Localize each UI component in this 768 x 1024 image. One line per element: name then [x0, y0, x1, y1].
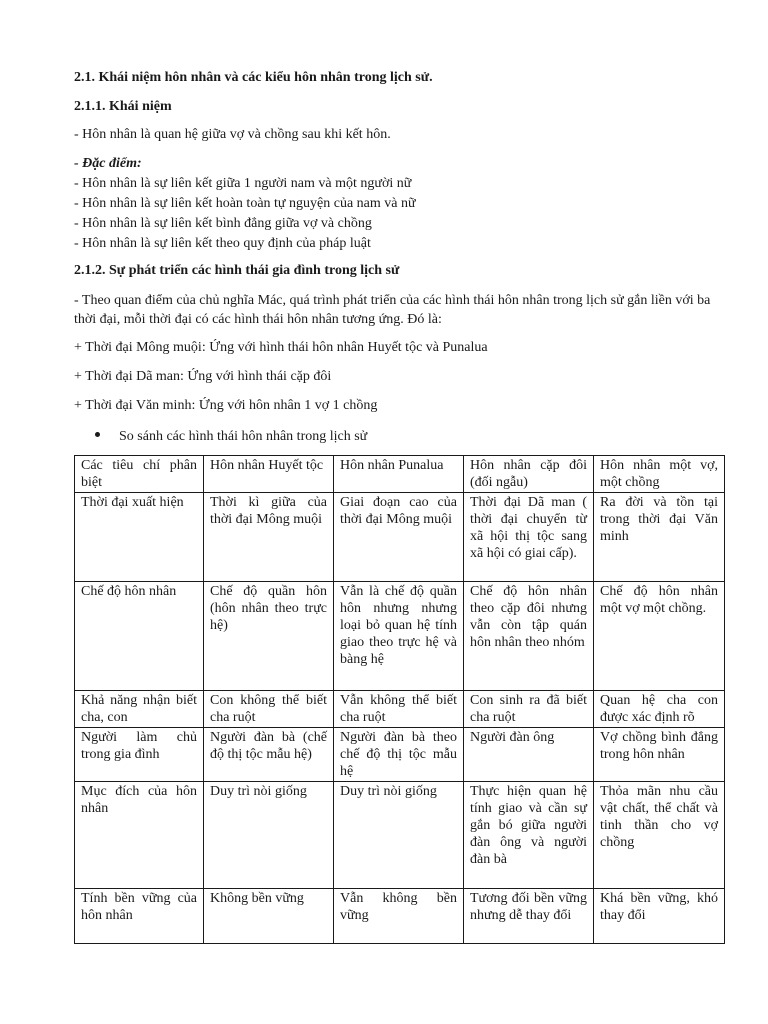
table-row — [75, 728, 725, 782]
table-cell: Không bền vững — [204, 889, 334, 944]
table-row — [75, 782, 725, 889]
intro-paragraph: - Theo quan điểm của chủ nghĩa Mác, quá trình phát triển của các hình thái hôn nhân trong lịch sử gắn liền với ba thời đại, mỗi thời đại có các hình thái hôn nhân tương ứng. Đó là: — [74, 293, 711, 327]
table-cell: Chế độ hôn nhân — [75, 582, 204, 691]
table-cell: Chế độ quần hôn (hôn nhân theo trực hệ) — [204, 582, 334, 691]
bullet-item — [95, 427, 367, 447]
comparison-table — [74, 455, 725, 944]
table-cell: Duy trì nòi giống — [334, 782, 464, 889]
bullet-text: So sánh các hình thái hôn nhân trong lịch sử — [119, 429, 368, 444]
table-cell: Người đàn bà theo chế độ thị tộc mẫu hệ — [334, 728, 464, 782]
table-cell: Vẫn không thể biết cha ruột — [334, 691, 464, 728]
era-item: + Thời đại Mông muội: Ứng với hình thái hôn nhân Huyết tộc và Punalua — [74, 340, 488, 355]
definition-text: - Hôn nhân là quan hệ giữa vợ và chồng sau khi kết hôn. — [74, 127, 391, 142]
table-cell: Khá bền vững, khó thay đổi — [594, 889, 725, 944]
table-header-cell: Hôn nhân một vợ, một chồng — [594, 456, 725, 493]
era-item: + Thời đại Dã man: Ứng với hình thái cặp đôi — [74, 369, 332, 384]
table-header-row — [75, 456, 725, 493]
table-cell: Thời đại xuất hiện — [75, 493, 204, 582]
table-header-cell: Hôn nhân Huyết tộc — [204, 456, 334, 493]
features-label: - Đặc điểm: — [74, 156, 142, 171]
table-row — [75, 889, 725, 944]
table-row — [75, 582, 725, 691]
table-row — [75, 691, 725, 728]
subsection-heading-development: 2.1.2. Sự phát triển các hình thái gia đình trong lịch sử — [74, 263, 400, 278]
feature-item: - Hôn nhân là sự liên kết hoàn toàn tự nguyện của nam và nữ — [74, 196, 416, 211]
table-cell: Tương đối bền vững nhưng dễ thay đổi — [464, 889, 594, 944]
table-cell: Ra đời và tồn tại trong thời đại Văn minh — [594, 493, 725, 582]
table-cell: Giai đoạn cao của thời đại Mông muội — [334, 493, 464, 582]
table-cell: Chế độ hôn nhân theo cặp đôi nhưng vẫn còn tập quán hôn nhân theo nhóm — [464, 582, 594, 691]
table-cell: Vẫn không bền vững — [334, 889, 464, 944]
feature-item: - Hôn nhân là sự liên kết giữa 1 người nam và một người nữ — [74, 176, 412, 191]
table-cell: Vợ chồng bình đẳng trong hôn nhân — [594, 728, 725, 782]
table-header-cell: Các tiêu chí phân biệt — [75, 456, 204, 493]
table-cell: Con sinh ra đã biết cha ruột — [464, 691, 594, 728]
bullet-dot-icon — [95, 432, 100, 437]
table-cell: Tính bền vững của hôn nhân — [75, 889, 204, 944]
section-heading: 2.1. Khái niệm hôn nhân và các kiểu hôn nhân trong lịch sử. — [74, 70, 433, 85]
table-cell: Khả năng nhận biết cha, con — [75, 691, 204, 728]
table-cell: Duy trì nòi giống — [204, 782, 334, 889]
table-header-cell: Hôn nhân Punalua — [334, 456, 464, 493]
table-header-cell: Hôn nhân cặp đôi (đối ngẫu) — [464, 456, 594, 493]
feature-item: - Hôn nhân là sự liên kết bình đẳng giữa vợ và chồng — [74, 216, 372, 231]
features-block — [74, 154, 416, 254]
table-row — [75, 493, 725, 582]
table-cell: Người đàn ông — [464, 728, 594, 782]
subsection-heading-concept: 2.1.1. Khái niệm — [74, 99, 172, 114]
table-cell: Chế độ hôn nhân một vợ một chồng. — [594, 582, 725, 691]
table-cell: Vẫn là chế độ quần hôn nhưng nhưng loại bỏ quan hệ tính giao theo trực hệ và bàng hệ — [334, 582, 464, 691]
table-cell: Thời đại Dã man ( thời đại chuyển từ xã hội thị tộc sang xã hội có giai cấp). — [464, 493, 594, 582]
feature-item: - Hôn nhân là sự liên kết theo quy định của pháp luật — [74, 236, 371, 251]
table-cell: Thực hiện quan hệ tính giao và cần sự gắn bó giữa người đàn ông và người đàn bà — [464, 782, 594, 889]
table-cell: Thời kì giữa của thời đại Mông muội — [204, 493, 334, 582]
table-cell: Người đàn bà (chế độ thị tộc mẫu hệ) — [204, 728, 334, 782]
table-cell: Mục đích của hôn nhân — [75, 782, 204, 889]
era-item: + Thời đại Văn minh: Ứng với hôn nhân 1 vợ 1 chồng — [74, 398, 378, 413]
table-cell: Con không thể biết cha ruột — [204, 691, 334, 728]
table-cell: Thỏa mãn nhu cầu vật chất, thể chất và tinh thần cho vợ chồng — [594, 782, 725, 889]
table-cell: Quan hệ cha con được xác định rõ — [594, 691, 725, 728]
table-cell: Người làm chủ trong gia đình — [75, 728, 204, 782]
